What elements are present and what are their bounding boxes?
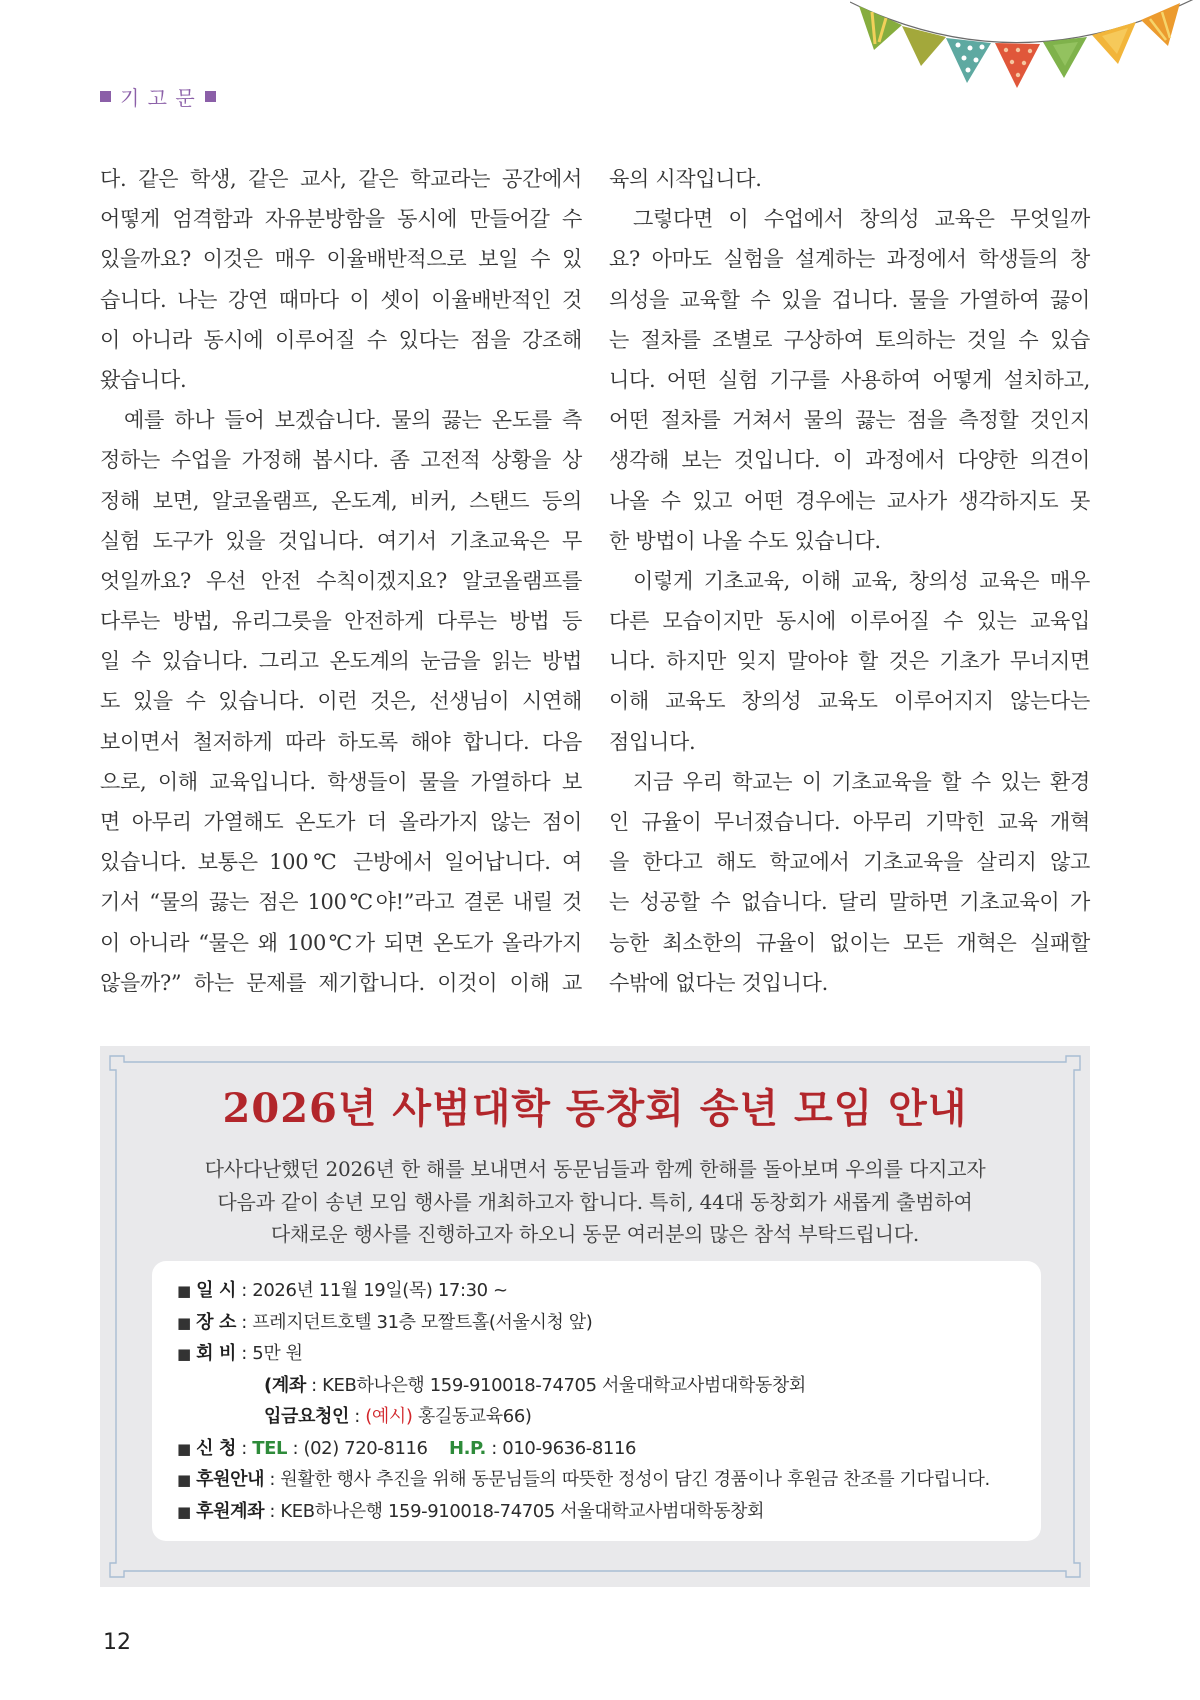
detail-label: 후원계좌 — [196, 1500, 265, 1522]
detail-value: 원활한 행사 추진을 위해 동문님들의 따뜻한 정성이 담긴 경품이나 후원금 찬조를 기다립니다. — [280, 1469, 990, 1490]
flag-3 — [946, 38, 991, 83]
square-bullet-icon: ■ — [177, 1471, 191, 1489]
notice-intro — [100, 1153, 1090, 1251]
flag-2 — [902, 26, 946, 66]
article-line: 습니다. 나는 강연 때마다 이 셋이 이율배반적인 것 — [100, 287, 582, 312]
detail-label: 후원안내 — [196, 1469, 265, 1490]
article-line: 의성을 교육할 수 있을 겁니다. 물을 가열하여 끓이 — [609, 287, 1090, 312]
article-line: 을 한다고 해도 학교에서 기초교육을 살리지 않고 — [609, 850, 1090, 875]
tel-label: TEL — [252, 1437, 288, 1459]
article-line: 이 아니라 동시에 이루어질 수 있다는 점을 강조해 — [100, 327, 582, 352]
frame-corner-ornament — [110, 1056, 134, 1080]
article-line: 일 수 있습니다. 그리고 온도계의 눈금을 읽는 방법 — [100, 649, 582, 674]
flag-4 — [995, 43, 1040, 88]
square-bullet-icon: ■ — [177, 1439, 191, 1458]
event-notice-box — [100, 1046, 1090, 1587]
hp-label: H.P. — [448, 1437, 486, 1459]
article-line: 나올 수 있고 어떤 경우에는 교사가 생각하지도 못 — [609, 488, 1090, 513]
detail-separator: : — [241, 1437, 247, 1459]
article-line: 이 아니라 “물은 왜 100℃가 되면 온도가 올라가지 — [100, 930, 582, 955]
article-line: 정하는 수업을 가정해 봅시다. 좀 고전적 상황을 상 — [100, 448, 582, 473]
article-line: 보이면서 철저하게 따라 하도록 해야 합니다. 다음 — [100, 729, 582, 754]
account-label: (계좌 — [264, 1374, 306, 1396]
frame-corner-ornament — [110, 1553, 134, 1577]
article-line: 그렇다면 이 수업에서 창의성 교육은 무엇일까 — [633, 207, 1090, 232]
article-line: 는 절차를 조별로 구상하여 토의하는 것일 수 있습 — [609, 327, 1090, 352]
article-line: 는 성공할 수 없습니다. 달리 말하면 기초교육이 가 — [609, 890, 1090, 915]
notice-details-list — [177, 1275, 1037, 1527]
article-line: 있습니다. 보통은 100℃ 근방에서 일어납니다. 여 — [100, 850, 582, 875]
notice-intro-line: 다음과 같이 송년 모임 행사를 개최하고자 합니다. 특히, 44대 동창회가 새롭게 출범하여 — [217, 1189, 973, 1214]
article-line: 능한 최소한의 규율이 없이는 모든 개혁은 실패할 — [609, 930, 1090, 955]
article-line: 이렇게 기초교육, 이해 교육, 창의성 교육은 매우 — [633, 568, 1090, 593]
detail-label: 일 시 — [196, 1280, 236, 1301]
depositor-value: 홍길동교육66) — [417, 1406, 532, 1427]
flag-7 — [1141, 3, 1180, 46]
detail-separator: : — [241, 1343, 247, 1364]
article-line: 않을까?” 하는 문제를 제기합니다. 이것이 이해 교 — [100, 970, 582, 995]
square-icon — [205, 91, 216, 102]
article-right-column — [609, 159, 1090, 1003]
detail-row-date — [177, 1275, 1037, 1307]
article-line: 점입니다. — [609, 729, 696, 754]
detail-row-account — [177, 1370, 1037, 1402]
article-line: 인 규율이 무너졌습니다. 아무리 기막힌 교육 개혁 — [609, 810, 1090, 834]
article-line: 예를 하나 들어 보겠습니다. 물의 끓는 온도를 측 — [124, 408, 582, 433]
frame-corner-ornament — [1056, 1553, 1080, 1577]
article-line: 도 있을 수 있습니다. 이런 것은, 선생님이 시연해 — [100, 689, 582, 714]
article-line: 어떤 절차를 거쳐서 물의 끓는 점을 측정할 것인지 — [609, 408, 1090, 433]
detail-row-fee — [177, 1338, 1037, 1370]
notice-details-card — [152, 1261, 1041, 1541]
article-line: 있을까요? 이것은 매우 이율배반적으로 보일 수 있 — [100, 247, 582, 272]
article-line: 육의 시작입니다. — [609, 167, 762, 191]
detail-row-sponsor-account — [177, 1496, 1037, 1528]
square-bullet-icon: ■ — [177, 1282, 191, 1300]
detail-value: KEB하나은행 159-910018-74705 서울대학교사범대학동창회 — [280, 1500, 765, 1522]
square-bullet-icon: ■ — [177, 1313, 191, 1332]
article-line: 생각해 보는 것입니다. 이 과정에서 다양한 의견이 — [609, 448, 1090, 473]
detail-separator: : — [292, 1437, 299, 1459]
article-line: 정해 보면, 알코올램프, 온도계, 비커, 스탠드 등의 — [100, 488, 582, 513]
notice-intro-line: 다사다난했던 2026년 한 해를 보내면서 동문님들과 함께 한해를 돌아보며 우의를 다지고자 — [204, 1157, 986, 1181]
square-icon — [100, 91, 111, 102]
article-line: 으로, 이해 교육입니다. 학생들이 물을 가열하다 보 — [100, 769, 582, 794]
square-bullet-icon: ■ — [177, 1345, 191, 1363]
article-line: 기서 “물의 끓는 점은 100℃야!”라고 결론 내릴 것 — [100, 890, 582, 915]
flag-1 — [859, 6, 902, 50]
flag-5 — [1043, 37, 1087, 78]
flag-6 — [1092, 22, 1136, 64]
article-line: 니다. 어떤 실험 기구를 사용하여 어떻게 설치하고, — [609, 367, 1090, 392]
article-line: 수밖에 없다는 것입니다. — [609, 970, 828, 995]
article-line: 니다. 하지만 잊지 말아야 할 것은 기초가 무너지면 — [609, 649, 1090, 674]
detail-label: 신 청 — [196, 1437, 236, 1459]
page-number: 12 — [103, 1630, 131, 1655]
detail-value: 5만 원 — [252, 1343, 303, 1364]
detail-separator: : — [311, 1374, 317, 1396]
article-line: 왔습니다. — [100, 367, 187, 392]
detail-separator: : — [269, 1500, 276, 1522]
detail-separator: : — [241, 1311, 247, 1333]
article-line: 어떻게 엄격함과 자유분방함을 동시에 만들어갈 수 — [100, 207, 582, 232]
depositor-label: 입금요청인 — [264, 1406, 349, 1427]
frame-corner-ornament — [1056, 1056, 1080, 1080]
article-line: 다. 같은 학생, 같은 교사, 같은 학교라는 공간에서 — [100, 167, 582, 191]
section-header-label: 기 고 문 — [120, 85, 196, 110]
article-line: 이해 교육도 창의성 교육도 이루어지지 않는다는 — [609, 689, 1090, 714]
account-value: KEB하나은행 159-910018-74705 서울대학교사범대학동창회 — [322, 1374, 806, 1396]
detail-value: 프레지던트호텔 31층 모짤트홀(서울시청 앞) — [252, 1311, 593, 1333]
notice-intro-line: 다채로운 행사를 진행하고자 하오니 동문 여러분의 많은 참석 부탁드립니다. — [270, 1222, 920, 1247]
tel-number[interactable]: (02) 720-8116 — [303, 1437, 428, 1459]
detail-value: 2026년 11월 19일(목) 17:30 ~ — [252, 1280, 508, 1301]
detail-row-depositor — [177, 1401, 1037, 1433]
detail-label: 장 소 — [196, 1311, 236, 1333]
detail-separator: : — [491, 1437, 497, 1459]
notice-title: 2026년 사범대학 동창회 송년 모임 안내 — [222, 1085, 968, 1132]
bunting-flags-decoration — [850, 0, 1200, 95]
article-left-column — [100, 159, 582, 1003]
article-line: 한 방법이 나올 수도 있습니다. — [609, 528, 881, 553]
article-line: 다루는 방법, 유리그릇을 안전하게 다루는 방법 등 — [100, 609, 582, 634]
article-line: 다른 모습이지만 동시에 이루어질 수 있는 교육입 — [609, 609, 1090, 634]
hp-number[interactable]: 010-9636-8116 — [502, 1437, 637, 1459]
article-line: 면 아무리 가열해도 온도가 더 올라가지 않는 점이 — [100, 810, 582, 834]
depositor-example-tag: (예시) — [365, 1406, 413, 1427]
article-line: 실험 도구가 있을 것입니다. 여기서 기초교육은 무 — [100, 528, 582, 553]
article-line: 엇일까요? 우선 안전 수칙이겠지요? 알코올램프를 — [100, 568, 582, 593]
article-line: 지금 우리 학교는 이 기초교육을 할 수 있는 환경 — [633, 769, 1090, 794]
detail-row-apply — [177, 1433, 1037, 1465]
detail-label: 회 비 — [196, 1343, 236, 1364]
detail-separator: : — [269, 1469, 276, 1490]
detail-row-sponsor-info — [177, 1464, 1037, 1496]
section-header — [100, 84, 216, 108]
detail-row-venue — [177, 1307, 1037, 1339]
square-bullet-icon: ■ — [177, 1502, 191, 1521]
detail-separator: : — [354, 1406, 360, 1427]
detail-separator: : — [241, 1280, 247, 1301]
article-line: 요? 아마도 실험을 설계하는 과정에서 학생들의 창 — [609, 247, 1090, 272]
